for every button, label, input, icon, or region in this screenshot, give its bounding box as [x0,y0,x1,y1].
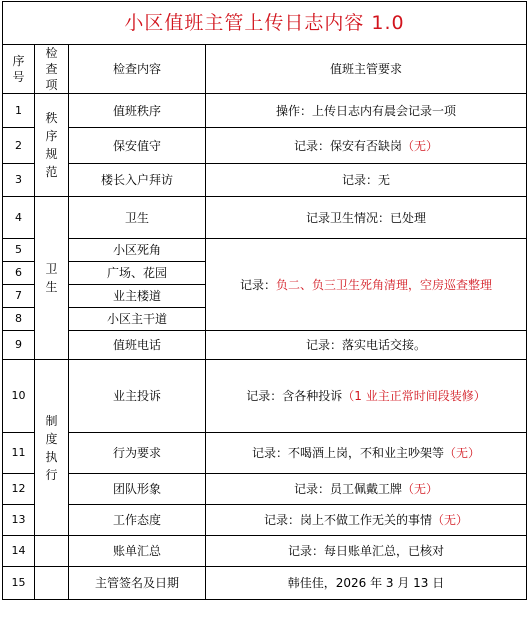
table-row [3,433,527,474]
category-order [35,94,69,197]
signature-text: 韩佳佳，2026 年 3 月 13 日 [287,576,445,590]
table-row [3,360,527,433]
merged-requirement [206,239,527,331]
row-item: 账单汇总 [69,536,206,567]
table-row [3,94,527,128]
table-row [3,474,527,505]
req-note: （无） [402,482,439,496]
row-seq: 9 [3,331,35,360]
row-seq: 15 [3,567,35,600]
row-requirement [206,197,527,239]
row-seq: 8 [3,308,35,331]
merged-req-note: 负二、负三卫生死角清理，空房巡查整理 [276,277,493,292]
row-requirement [206,164,527,197]
category-system [35,360,69,536]
row-seq: 14 [3,536,35,567]
header-item: 检查内容 [69,45,206,94]
category-system-label: 制度执行 [45,413,58,482]
signature-cell [206,567,527,600]
req-note: （无） [432,513,469,527]
row-seq: 4 [3,197,35,239]
header-seq-label: 序号 [12,54,25,84]
category-empty [35,567,69,600]
req-note: （无） [444,446,481,460]
req-note: （无） [402,138,439,153]
row-item: 团队形象 [69,474,206,505]
row-requirement [206,536,527,567]
row-seq: 7 [3,285,35,308]
req-text: 记录：岗上不做工作无关的事情 [263,513,432,527]
table-row [3,164,527,197]
page-title: 小区值班主管上传日志内容 1.0 [3,2,527,45]
table-row [3,536,527,567]
row-seq: 6 [3,262,35,285]
row-seq: 1 [3,94,35,128]
row-requirement [206,360,527,433]
row-requirement [206,433,527,474]
row-item: 值班电话 [69,331,206,360]
inspection-table [2,1,527,600]
req-text: 记录：员工佩戴工牌 [293,482,402,496]
category-sanitation-label: 卫生 [45,262,58,294]
req-text: 记录卫生情况：已处理 [306,210,427,225]
req-text: 记录：每日账单汇总，已核对 [288,544,445,558]
row-requirement [206,94,527,128]
header-seq [3,45,35,94]
table-row [3,239,527,262]
category-order-label: 秩序规范 [45,111,58,179]
header-category-label: 检查项 [45,46,58,92]
req-text: 操作：上传日志内有晨会记录一项 [276,103,457,118]
row-item: 广场、花园 [69,262,206,285]
table-row [3,505,527,536]
row-seq: 5 [3,239,35,262]
req-text: 记录：落实电话交接。 [306,338,427,352]
req-note: （1 业主正常时间段装修） [342,389,486,403]
row-item: 值班秩序 [69,94,206,128]
req-text: 记录：不喝酒上岗，不和业主吵架等 [251,446,444,460]
row-item: 卫生 [69,197,206,239]
row-requirement [206,331,527,360]
merged-req-prefix: 记录： [239,277,276,292]
row-item: 业主楼道 [69,285,206,308]
row-seq: 12 [3,474,35,505]
row-item: 主管签名及日期 [69,567,206,600]
row-item: 小区主干道 [69,308,206,331]
header-requirement: 值班主管要求 [206,45,527,94]
row-seq: 3 [3,164,35,197]
row-seq: 11 [3,433,35,474]
row-item: 小区死角 [69,239,206,262]
row-seq: 13 [3,505,35,536]
table-row [3,197,527,239]
row-item: 楼长入户拜访 [69,164,206,197]
table-row [3,567,527,600]
header-category [35,45,69,94]
row-requirement [206,505,527,536]
req-text: 记录：无 [342,173,391,187]
row-requirement [206,128,527,164]
table-row [3,128,527,164]
row-item: 行为要求 [69,433,206,474]
row-item: 工作态度 [69,505,206,536]
table-row [3,331,527,360]
category-sanitation [35,197,69,360]
row-seq: 2 [3,128,35,164]
row-requirement [206,474,527,505]
row-item: 保安值守 [69,128,206,164]
row-seq: 10 [3,360,35,433]
req-text: 记录：含各种投诉 [246,389,343,403]
row-item: 业主投诉 [69,360,206,433]
req-text: 记录：保安有否缺岗 [293,138,402,153]
category-empty [35,536,69,567]
